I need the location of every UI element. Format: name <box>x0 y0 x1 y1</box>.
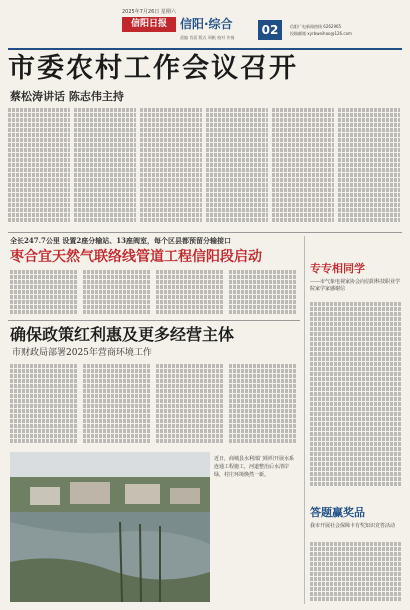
lead-body-col-2 <box>74 108 136 226</box>
box2-body <box>310 542 402 602</box>
third-headline: 确保政策红利惠及更多经营主体 <box>10 325 235 344</box>
box1-title: 专专相同学 <box>310 262 365 275</box>
newspaper-logo: 信阳日报 <box>122 17 176 32</box>
photo-caption: 近日，商城县水利部门组织开展水系连通工程施工，河道整治后水清岸绿，村庄环境焕然一新。 <box>214 456 295 478</box>
second-body-col-1 <box>10 270 78 316</box>
news-hotline: 信阳广电新闻热线 6262965 <box>290 24 342 29</box>
third-body-col-4 <box>229 364 297 448</box>
editor-line: 责编 肖爱 版式 周帆 校对 许扬 <box>180 35 235 40</box>
box2-title: 答题赢奖品 <box>310 506 365 519</box>
contact-email: 投稿邮箱 xyrbweihao@126.com <box>290 31 352 36</box>
lead-body-col-6 <box>338 108 400 226</box>
third-body-col-2 <box>83 364 151 448</box>
third-body-col-1 <box>10 364 78 448</box>
lead-body-col-5 <box>272 108 334 226</box>
date-line: 2025年7月26日 星期六 <box>122 9 176 15</box>
news-photo <box>10 452 210 602</box>
box1-subtitle: ——市气象电视家协会向信阳科技职业学院家学家感谢信 <box>310 279 401 292</box>
lead-body <box>8 108 402 228</box>
second-body-col-4 <box>229 270 297 316</box>
village-photo-image <box>10 452 210 602</box>
section-title: 信阳·综合 <box>180 17 233 31</box>
second-body-col-3 <box>156 270 224 316</box>
lead-body-col-1 <box>8 108 70 226</box>
box1-body <box>310 302 402 492</box>
lead-subhead: 蔡松涛讲话 陈志伟主持 <box>10 90 124 103</box>
page-number: 02 <box>258 20 282 40</box>
right-column-rule <box>304 236 305 604</box>
masthead-rule <box>8 48 402 50</box>
second-headline: 枣合宜天然气联络线管道工程信阳段启动 <box>10 249 262 265</box>
lead-body-col-3 <box>140 108 202 226</box>
lead-body-col-4 <box>206 108 268 226</box>
lead-divider <box>8 232 402 233</box>
third-subhead: 市财政局部署2025年营商环境工作 <box>12 348 152 358</box>
second-kicker: 全长247.7公里 设置2座分输站、13座阀室，每个区县都预留分输接口 <box>10 236 231 245</box>
second-body <box>10 270 298 316</box>
second-body-col-2 <box>83 270 151 316</box>
third-body <box>10 364 300 448</box>
lead-headline: 市委农村工作会议召开 <box>8 53 298 84</box>
third-body-col-3 <box>156 364 224 448</box>
box2-subtitle: 我市开展社会保障卡有奖知识竞答活动 <box>310 523 396 529</box>
masthead <box>0 0 410 50</box>
second-divider <box>8 320 300 321</box>
